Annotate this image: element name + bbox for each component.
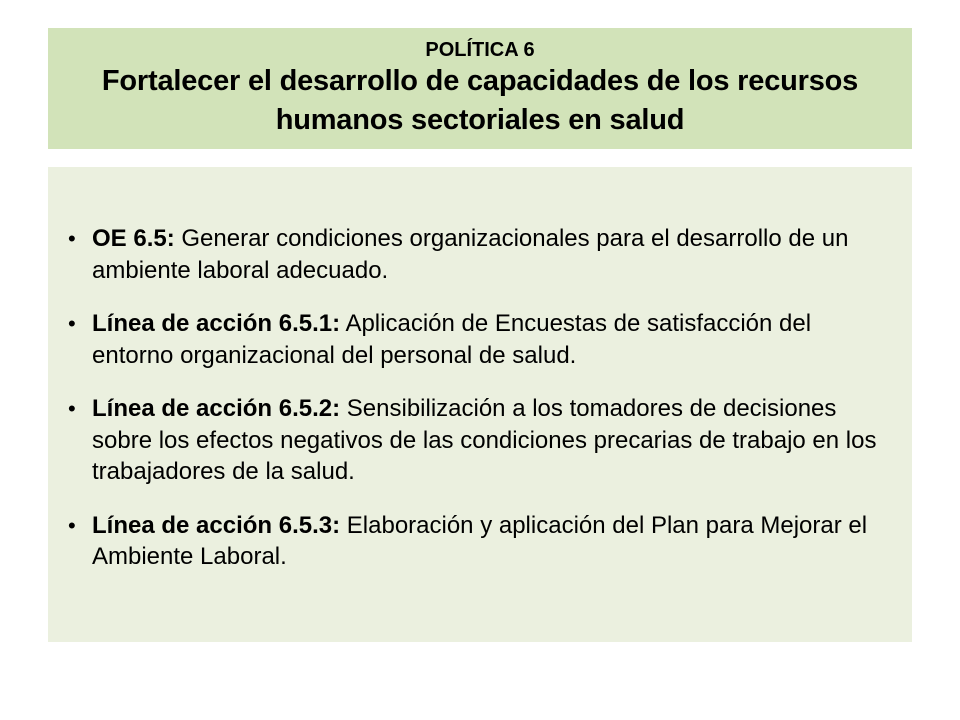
slide-title bbox=[102, 62, 858, 140]
bullet-dot-icon: • bbox=[68, 396, 76, 421]
slide-title-line-2: humanos sectoriales en salud bbox=[275, 103, 685, 136]
list-item bbox=[68, 393, 882, 488]
item-text: Generar condiciones organizacionales para el desarrollo de un ambiente laboral adecuado. bbox=[92, 225, 849, 284]
item-label: Línea de acción 6.5.1: bbox=[92, 310, 341, 337]
bullet-dot-icon: • bbox=[68, 226, 76, 251]
policy-number: POLÍTICA 6 bbox=[425, 38, 535, 61]
item-label: Línea de acción 6.5.3: bbox=[92, 511, 341, 539]
slide-title-line-1: Fortalecer el desarrollo de capacidades de los recursos bbox=[101, 64, 859, 97]
item-text: Elaboración y aplicación del Plan para Mejorar el Ambiente Laboral. bbox=[92, 511, 868, 570]
bullet-list bbox=[68, 223, 882, 573]
item-label: Línea de acción 6.5.2: bbox=[92, 395, 341, 422]
list-item bbox=[68, 510, 882, 573]
content-box bbox=[48, 167, 912, 642]
item-text: Aplicación de Encuestas de satisfacción del entorno organizacional del personal de salud. bbox=[92, 310, 812, 369]
item-text: Sensibilización a los tomadores de decisiones sobre los efectos negativos de las condiciones precarias de trabajo en los trabajadores de la salud. bbox=[92, 395, 877, 485]
bullet-dot-icon: • bbox=[68, 311, 76, 336]
list-item bbox=[68, 308, 882, 371]
item-label: OE 6.5: bbox=[92, 225, 175, 252]
list-item bbox=[68, 223, 882, 286]
bullet-dot-icon: • bbox=[68, 512, 76, 538]
title-box bbox=[48, 28, 912, 149]
